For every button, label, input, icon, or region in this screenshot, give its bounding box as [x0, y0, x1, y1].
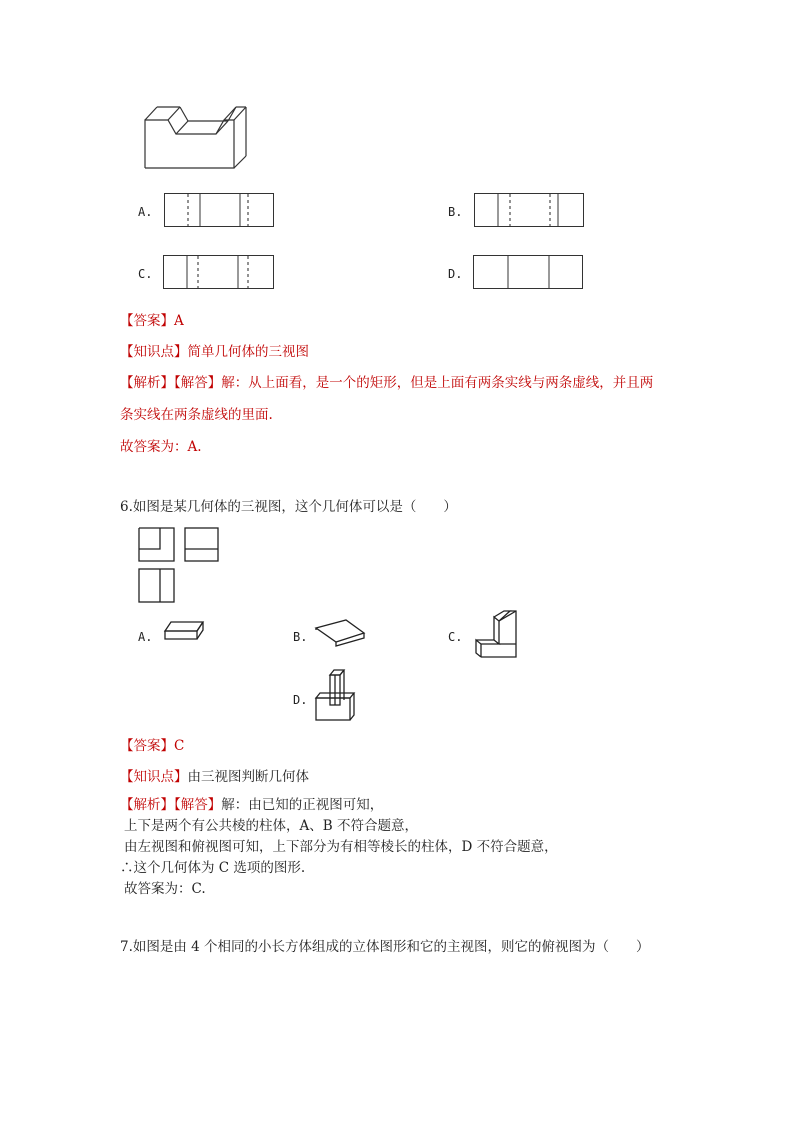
q5-option-b-label[interactable]: B.	[448, 205, 463, 219]
q5-analysis-line-1	[120, 373, 653, 393]
q6-analysis-line-1	[120, 795, 383, 815]
analysis-tag: 【解析】【解答】	[120, 375, 222, 391]
q5-option-c-label[interactable]: C.	[138, 267, 153, 281]
knowledge-tag: 【知识点】	[120, 769, 188, 785]
q5-option-b-figure[interactable]	[474, 193, 584, 227]
q6-knowledge	[120, 767, 309, 787]
q6-option-d-figure[interactable]	[314, 668, 358, 724]
q5-option-d-label[interactable]: D.	[448, 267, 463, 281]
q6-three-views-figure	[138, 527, 222, 605]
answer-tag: 【答案】	[120, 738, 174, 754]
q5-option-c-figure[interactable]	[163, 255, 274, 289]
answer-tag: 【答案】	[120, 313, 174, 329]
q6-option-a-figure[interactable]	[164, 619, 206, 649]
q5-option-d-figure[interactable]	[473, 255, 583, 289]
q5-analysis-line-2: 条实线在两条虚线的里面.	[120, 407, 273, 423]
q6-option-a-label[interactable]: A.	[138, 630, 153, 644]
q5-option-a-figure[interactable]	[164, 193, 274, 227]
q5-solid-figure	[140, 104, 250, 170]
q5-knowledge	[120, 342, 309, 362]
q5-answer	[120, 311, 184, 331]
q6-analysis-line-3: 由左视图和俯视图可知，上下部分为有相等棱长的柱体，D 不符合题意，	[124, 839, 558, 855]
q5-option-a-label[interactable]: A.	[138, 205, 153, 219]
analysis-text: 解：由已知的正视图可知，	[221, 797, 384, 813]
q6-option-b-figure[interactable]	[314, 618, 366, 648]
q6-answer	[120, 736, 184, 756]
knowledge-tag: 【知识点】	[120, 344, 188, 360]
analysis-text: 解：从上面看，是一个的矩形，但是上面有两条实线与两条虚线，并且两	[221, 375, 654, 391]
q6-option-c-label[interactable]: C.	[448, 630, 463, 644]
knowledge-value: 简单几何体的三视图	[187, 344, 309, 360]
q6-question: 6.如图是某几何体的三视图，这个几何体可以是（ ）	[120, 499, 457, 515]
q6-option-d-label[interactable]: D.	[293, 693, 308, 707]
q6-option-c-figure[interactable]	[468, 609, 520, 659]
q7-question: 7.如图是由 4 个相同的小长方体组成的立体图形和它的主视图，则它的俯视图为（ ）	[120, 939, 650, 955]
answer-value: A	[174, 313, 184, 329]
knowledge-value: 由三视图判断几何体	[187, 769, 309, 785]
answer-value: C	[174, 738, 185, 754]
q6-option-b-label[interactable]: B.	[293, 630, 308, 644]
analysis-tag: 【解析】【解答】	[120, 797, 222, 813]
q6-analysis-line-4: ∴这个几何体为 C 选项的图形.	[120, 860, 306, 876]
q5-conclusion: 故答案为：A.	[120, 439, 202, 455]
q6-conclusion: 故答案为：C.	[124, 881, 206, 897]
q6-analysis-line-2: 上下是两个有公共棱的柱体，A、B 不符合题意，	[124, 818, 418, 834]
